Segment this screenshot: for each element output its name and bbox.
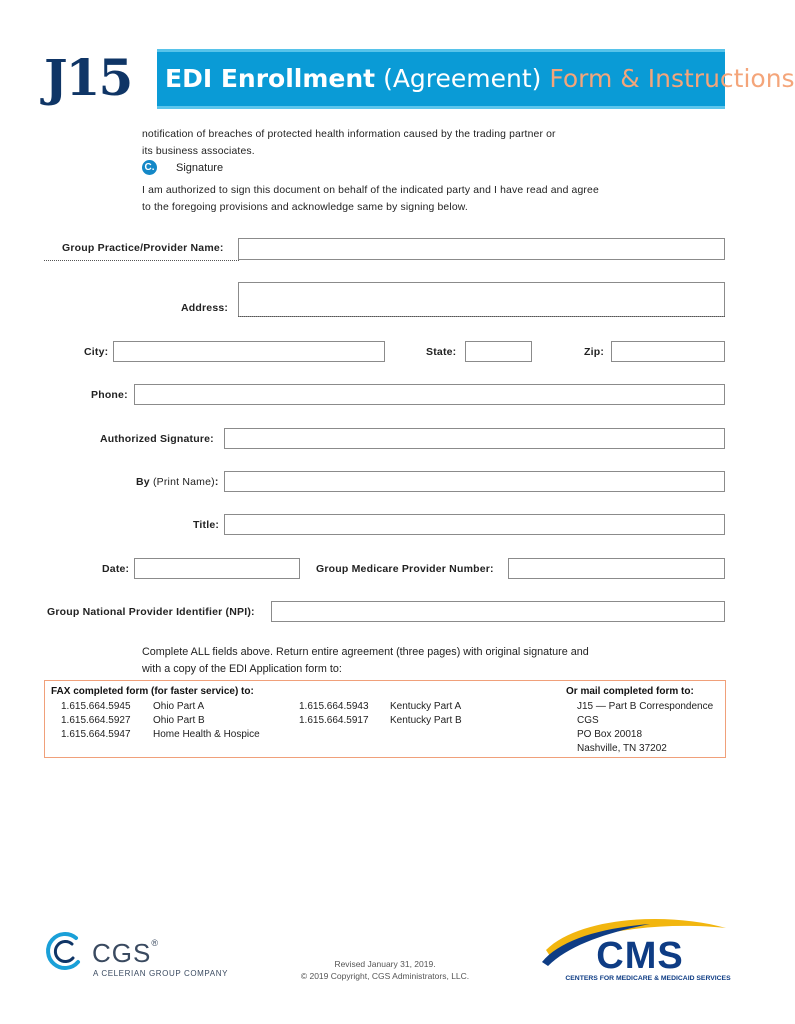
intro-text [142,126,556,160]
state-label: State: [426,346,457,358]
zip-input[interactable] [611,341,725,362]
mail-line: Nashville, TN 37202 [577,743,667,754]
mail-heading: Or mail completed form to: [566,686,694,697]
cgs-logo-icon [44,930,86,972]
title-bold: EDI Enrollment [165,64,376,93]
phone-input[interactable] [134,384,725,405]
fax-left-numbers [61,700,131,742]
fax-label: Ohio Part A [153,701,205,712]
print-name-input[interactable] [224,471,725,492]
signature-line-2: to the foregoing provisions and acknowledge same by signing below. [142,202,468,213]
revised-date: Revised January 31, 2019. [334,959,436,969]
intro-line-2: its business associates. [142,146,255,157]
fax-left-labels [153,700,260,742]
mail-line: CGS [577,715,599,726]
city-label: City: [84,346,109,358]
mail-line: PO Box 20018 [577,729,643,740]
date-input[interactable] [134,558,300,579]
address-rule [238,316,725,317]
copyright: © 2019 Copyright, CGS Administrators, LLC. [300,971,470,981]
group-medicare-input[interactable] [508,558,725,579]
title-paren: (Agreement) [383,64,542,93]
city-input[interactable] [113,341,385,362]
print-name-colon: : [214,476,219,488]
address-input[interactable] [238,282,725,317]
fax-number: 1.615.664.5947 [61,729,131,740]
fax-number: 1.615.664.5945 [61,701,131,712]
title-label: Title: [193,519,220,531]
section-c-badge: C. [142,160,157,175]
print-name-by: By [136,476,150,488]
state-input[interactable] [465,341,532,362]
address-label: Address: [181,302,229,314]
return-instructions [142,644,589,678]
fax-mid-numbers [299,700,369,728]
npi-label: Group National Provider Identifier (NPI): [47,606,255,618]
signature-line-1: I am authorized to sign this document on behalf of the indicated party and I have read and agree [142,185,599,196]
date-label: Date: [102,563,130,575]
authorized-signature-label: Authorized Signature: [100,433,214,445]
print-name-label [136,476,219,488]
j15-code: J15 [44,48,132,107]
fax-mid-labels [390,700,462,728]
intro-line-1: notification of breaches of protected health information caused by the trading partner or [142,129,556,140]
cms-logo-icon [540,910,730,985]
cgs-tagline: A CELERIAN GROUP COMPANY [93,969,229,978]
authorized-signature-input[interactable] [224,428,725,449]
cms-wordmark: CMS [596,935,684,977]
group-practice-rule [44,260,239,261]
mail-address [577,700,713,756]
zip-label: Zip: [584,346,605,358]
title-input[interactable] [224,514,725,535]
title-rest: Form & Instructions [549,64,795,93]
instructions-line-1: Complete ALL fields above. Return entire agreement (three pages) with original signature and [142,646,589,658]
print-name-hint: (Print Name) [152,476,215,488]
fax-number: 1.615.664.5943 [299,701,369,712]
title-banner [157,49,795,109]
cgs-registered: ® [151,938,159,948]
fax-number: 1.615.664.5917 [299,715,369,726]
group-medicare-label: Group Medicare Provider Number: [316,563,494,575]
footer [270,958,500,982]
group-practice-label: Group Practice/Provider Name: [62,242,224,254]
fax-heading: FAX completed form (for faster service) to: [51,686,254,697]
fax-label: Home Health & Hospice [153,729,260,740]
instructions-line-2: with a copy of the EDI Application form to: [142,663,342,675]
fax-label: Ohio Part B [153,715,205,726]
group-practice-input[interactable] [238,238,725,260]
phone-label: Phone: [91,389,128,401]
fax-number: 1.615.664.5927 [61,715,131,726]
cms-tagline: CENTERS FOR MEDICARE & MEDICAID SERVICES [565,975,731,982]
signature-statement [142,182,599,216]
cgs-wordmark [92,938,159,969]
npi-input[interactable] [271,601,725,622]
cgs-name: CGS [92,938,152,968]
mail-line: J15 — Part B Correspondence [577,701,714,712]
fax-label: Kentucky Part A [390,701,462,712]
banner-title [165,64,795,93]
fax-mail-box [44,680,726,758]
section-c-title: Signature [176,162,224,174]
fax-label: Kentucky Part B [390,715,462,726]
